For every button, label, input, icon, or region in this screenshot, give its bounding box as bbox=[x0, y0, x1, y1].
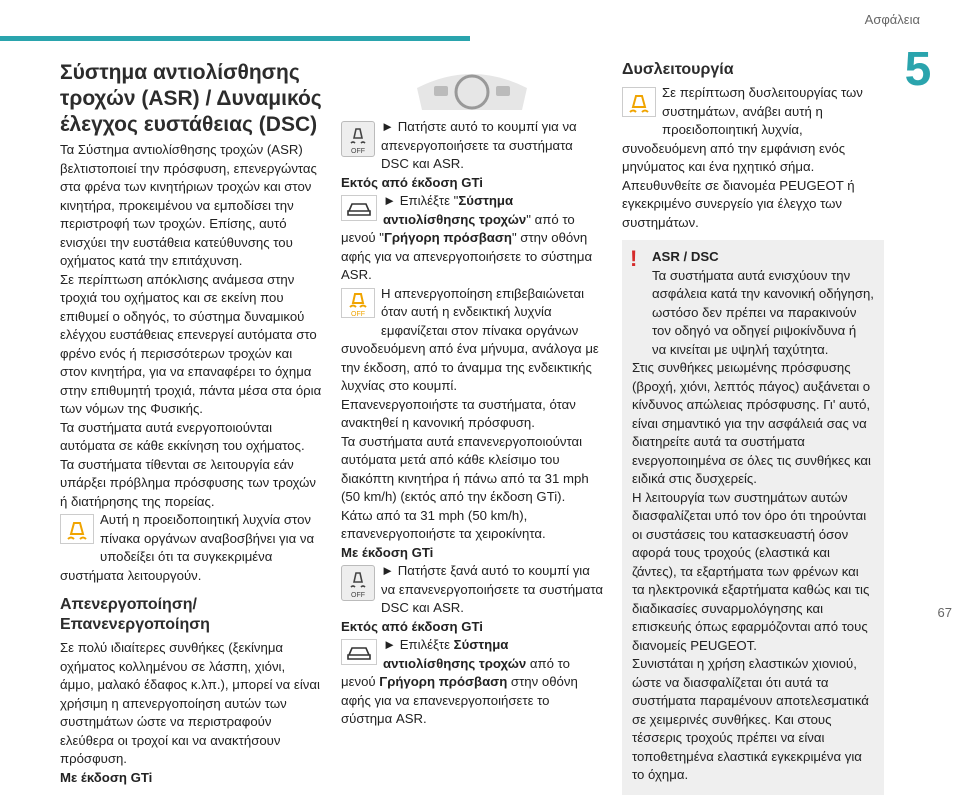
subheading-small: Εκτός από έκδοση GTi bbox=[341, 174, 483, 190]
traction-off-warning-icon bbox=[341, 288, 375, 324]
step-with-icon: OFF ► Πατήστε ξανά αυτό το κουμπί για να επανενεργοποιήσετε τα συστήματα DSC και ASR. bbox=[341, 562, 603, 618]
notice-title: ASR / DSC bbox=[652, 249, 719, 264]
column-left bbox=[60, 60, 322, 787]
paragraph-with-icon: OFF Η απενεργοποίηση επιβεβαιώνεται όταν αυτή η ενδεικτική λυχνία εμφανίζεται στον πίνακα οργάνων συνοδευόμενη από ένα μήνυμα, ανάλογα με την έκδοση, από το άναμμα της ενδεικτικής λυχνίας στο κουμπί. bbox=[341, 285, 599, 393]
car-menu-icon bbox=[341, 639, 377, 671]
subheading-small: Με έκδοση GTi bbox=[341, 544, 434, 560]
notice-paragraph: Η λειτουργία των συστημάτων αυτών διασφαλίζεται υπό τον όρο ότι τηρούνται οι συστάσεις του κατασκευαστή όσον αφορά τους τροχούς (ελαστικά και ζάντες), τα εξαρτήματα των φρένων και τα ηλεκτρονικά εξαρτήματα καθώς και τις διαδικασίες συναρμολόγησης και επισκευής όπως εφαρμόζονται από τους διανομείς PEUGEOT. bbox=[632, 489, 870, 653]
paragraph: Τα συστήματα αυτά επανενεργοποιούνται αυτόματα μετά από κάθε κλείσιμο του διακόπτη κινητήρα ή πάνω από τα 31 mph (50 km/h) (εκτός από την έκδοση GTi). bbox=[341, 433, 589, 504]
paragraph: Σε περίπτωση απόκλισης ανάμεσα στην τροχιά του οχήματος και σε εκείνη που επιθυμεί ο οδηγός, το σύστημα δυναμικού ελέγχου ευστάθειας επενεργεί αυτόματα στο φρένο ενός ή περισσότερων τροχών και στον κινητήρα, για να επαναφέρει το όχημα στην επιθυμητή τροχιά, πάντα μέσα στα όρια των νόμων της Φυσικής. bbox=[60, 271, 322, 416]
car-menu-icon bbox=[341, 195, 377, 227]
dsc-off-button-icon bbox=[341, 565, 375, 601]
paragraph: Τα Σύστημα αντιολίσθησης τροχών (ASR) βελτιστοποιεί την πρόσφυση, επενεργώντας στα φρένα των κινητήριων τροχών και στον κινητήρα, προκειμένου να εμποδίσει την περιστροφή των τροχών. Επίσης, αυτό ενισχύει την ευστάθεια κατεύθυνσης του οχήματος κατά την επιτάχυνση. bbox=[60, 142, 317, 268]
svg-text:OFF: OFF bbox=[351, 310, 365, 318]
column-right bbox=[622, 60, 884, 795]
page-number: 67 bbox=[937, 605, 952, 620]
dsc-off-button-icon bbox=[341, 121, 375, 157]
paragraph: Τα συστήματα αυτά ενεργοποιούνται αυτόματα σε κάθε εκκίνηση του οχήματος. bbox=[60, 419, 305, 453]
section-title: Ασφάλεια bbox=[864, 12, 920, 27]
paragraph: Απευθυνθείτε σε διανομέα PEUGEOT ή εγκεκριμένο συνεργείο για έλεγχο των συστημάτων. bbox=[622, 177, 855, 230]
step-with-icon: ► Επιλέξτε Σύστημα αντιολίσθησης τροχών από το μενού Γρήγορη πρόσβαση στην οθόνη αφής για να επανενεργοποιήσετε το σύστημα ASR. bbox=[341, 637, 578, 726]
subheading-small: Με έκδοση GTi bbox=[60, 769, 153, 785]
notice-paragraph: Συνιστάται η χρήση ελαστικών χιονιού, ώστε να διασφαλίζεται ότι αυτά τα συστήματα παραμένουν αποτελεσματικά σε χειμερινές συνθήκες. Και στους τέσσερις τροχούς πρέπει να είναι τοποθετημένα ελαστικά εγκεκριμένα για το όχημα. bbox=[632, 656, 869, 782]
notice-paragraph: Τα συστήματα αυτά ενισχύουν την ασφάλεια κατά την κανονική οδήγηση, ωστόσο δεν πρέπει να παρακινούν τον οδηγό να οδηγεί ριψοκίνδυνα ή να κινείται με υψηλή ταχύτητα. bbox=[652, 267, 874, 357]
notice-paragraph: Στις συνθήκες μειωμένης πρόσφυσης (βροχή, χιόνι, λεπτός πάγος) αυξάνεται ο κίνδυνος απώλειας πρόσφυσης. Γι' αυτό, είναι σημαντικό για την ασφάλειά σας να διατηρείτε αυτά τα συστήματα ενεργοποιημένα σε όλες τις συνθήκες και ειδικά στις δυσχερείς. bbox=[632, 360, 871, 486]
paragraph-with-icon: Σε περίπτωση δυσλειτουργίας των συστημάτων, ανάβει αυτή η προειδοποιητική λυχνία, συνοδευόμενη από την εμφάνιση ενός μηνύματος και ένα ηχητικό σήμα. bbox=[622, 85, 863, 174]
column-middle bbox=[341, 60, 603, 729]
subheading: Δυσλειτουργία bbox=[622, 61, 734, 78]
paragraph: Τα συστήματα τίθενται σε λειτουργία εάν υπάρξει πρόβλημα πρόσφυσης των τροχών ή διατήρησης της πορείας. bbox=[60, 456, 317, 509]
paragraph: Επανενεργοποιήστε τα συστήματα, όταν ανακτηθεί η κανονική πρόσφυση. bbox=[341, 396, 576, 430]
svg-text:OFF: OFF bbox=[351, 592, 365, 599]
chapter-number: 5 bbox=[904, 43, 932, 96]
subheading-small: Εκτός από έκδοση GTi bbox=[341, 618, 483, 634]
traction-warning-icon bbox=[60, 514, 94, 550]
paragraph: Σε πολύ ιδιαίτερες συνθήκες (ξεκίνημα οχήματος κολλημένου σε λάσπη, χιόνι, άμμο, μαλακό έδαφος κ.λπ.), μπορεί να είναι χρήσιμη η απενεργοποίηση αυτών των συστημάτων ώστε να περιστραφούν ελεύθερα οι τροχοί και να ανακτήσουν πρόσφυση. bbox=[60, 640, 320, 766]
step-with-icon: ► Επιλέξτε "Σύστημα αντιολίσθησης τροχών" από το μενού "Γρήγορη πρόσβαση" στην οθόνη αφής για να απενεργοποιήσετε το σύστημα ASR. bbox=[341, 193, 593, 282]
step-with-icon: OFF ► Πατήστε αυτό το κουμπί για να απενεργοποιήσετε τα συστήματα DSC και ASR. bbox=[341, 118, 603, 174]
safety-notice bbox=[622, 240, 884, 795]
header-accent-bar bbox=[0, 36, 470, 41]
subheading: Απενεργοποίηση/Επανενεργοποίηση bbox=[60, 596, 210, 633]
main-title: Σύστημα αντιολίσθησης τροχών (ASR) / Δυναμικός έλεγχος ευστάθειας (DSC) bbox=[60, 61, 322, 136]
paragraph-with-icon: Αυτή η προειδοποιητική λυχνία στον πίνακα οργάνων αναβοσβήνει για να υποδείξει ότι τα συγκεκριμένα συστήματα λειτουργούν. bbox=[60, 512, 315, 583]
steering-wheel-illustration bbox=[412, 60, 532, 112]
traction-warning-icon bbox=[622, 87, 656, 123]
exclamation-icon: ! bbox=[630, 246, 638, 271]
paragraph: Κάτω από τα 31 mph (50 km/h), επανενεργοποιήστε τα χειροκίνητα. bbox=[341, 507, 546, 541]
svg-text:OFF: OFF bbox=[351, 148, 365, 155]
